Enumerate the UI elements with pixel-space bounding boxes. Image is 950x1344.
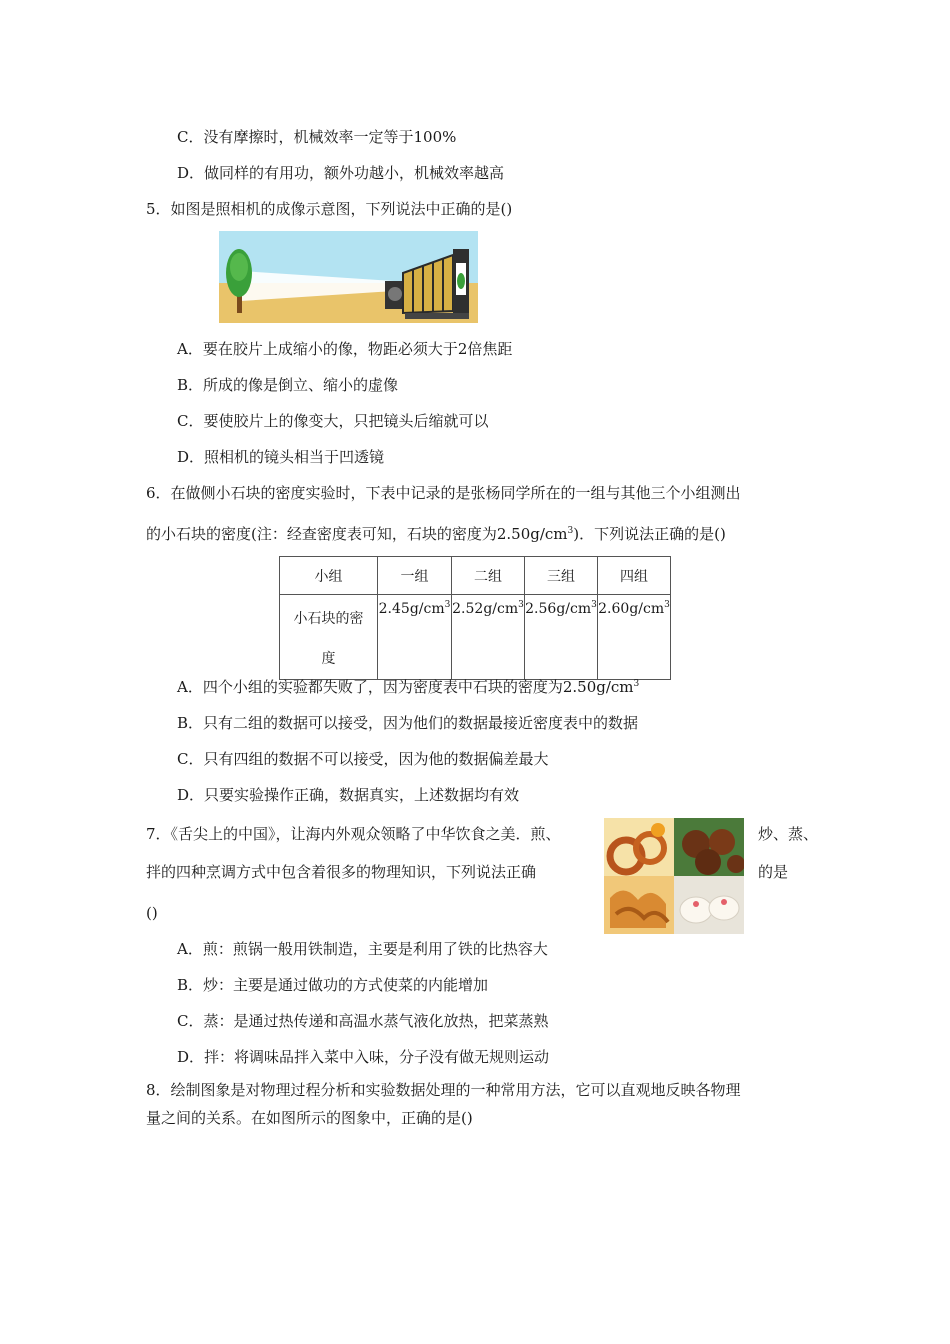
q4-option-c: C．没有摩擦时，机械效率一定等于100% bbox=[177, 128, 457, 146]
value-cell: $2.45g/cm^3$ bbox=[378, 595, 452, 680]
table-header-row bbox=[280, 557, 671, 595]
q7-stem-line1a: 7．《舌尖上的中国》，让海内外观众领略了中华饮食之美．煎、 bbox=[146, 825, 561, 843]
q7-stem-line3: () bbox=[146, 904, 158, 922]
q7-stem-line2a: 拌的四种烹调方式中包含着很多的物理知识，下列说法正确 bbox=[146, 863, 537, 881]
q5-option-d: D．照相机的镜头相当于凹透镜 bbox=[177, 448, 385, 466]
q6-stem-line1: 6．在做侧小石块的密度实验时，下表中记录的是张杨同学所在的一组与其他三个小组测出 bbox=[146, 484, 741, 502]
header-cell: 三组 bbox=[525, 557, 598, 595]
q7-option-a: A．煎：煎锅一般用铁制造，主要是利用了铁的比热容大 bbox=[177, 940, 548, 958]
density-table bbox=[279, 556, 671, 680]
header-cell: 小组 bbox=[280, 557, 378, 595]
q6-option-b: B．只有二组的数据可以接受，因为他们的数据最接近密度表中的数据 bbox=[177, 714, 639, 732]
q7-option-b: B．炒：主要是通过做功的方式使菜的内能增加 bbox=[177, 976, 489, 994]
q6-option-d: D．只要实验操作正确，数据真实，上述数据均有效 bbox=[177, 786, 520, 804]
q5-stem: 5．如图是照相机的成像示意图，下列说法中正确的是() bbox=[146, 200, 513, 218]
chinese-food-photo-collage bbox=[604, 818, 744, 934]
header-cell: 四组 bbox=[598, 557, 671, 595]
value-cell: $2.60g/cm^3$ bbox=[598, 595, 671, 680]
header-cell: 一组 bbox=[378, 557, 452, 595]
q7-stem-line1b: 炒、蒸、 bbox=[758, 825, 819, 843]
q7-stem-line2b: 的是 bbox=[758, 863, 789, 881]
table-row bbox=[280, 595, 671, 680]
q6-option-c: C．只有四组的数据不可以接受，因为他的数据偏差最大 bbox=[177, 750, 549, 768]
q8-stem-line2: 量之间的关系。在如图所示的图象中，正确的是() bbox=[146, 1109, 473, 1127]
q5-option-c: C．要使胶片上的像变大，只把镜头后缩就可以 bbox=[177, 412, 489, 430]
q4-option-d: D．做同样的有用功，额外功越小，机械效率越高 bbox=[177, 164, 505, 182]
q5-option-a: A．要在胶片上成缩小的像，物距必须大于2倍焦距 bbox=[177, 340, 513, 358]
q5-option-b: B．所成的像是倒立、缩小的虚像 bbox=[177, 376, 399, 394]
q6-option-a: A．四个小组的实验都失败了，因为密度表中石块的密度为$2.50g/cm^3$ bbox=[177, 678, 640, 696]
camera-imaging-diagram bbox=[219, 231, 478, 323]
row-label-cell: 小石块的密 度 bbox=[280, 595, 378, 680]
value-cell: $2.52g/cm^3$ bbox=[452, 595, 525, 680]
q7-option-d: D．拌：将调味品拌入菜中入味，分子没有做无规则运动 bbox=[177, 1048, 550, 1066]
q7-option-c: C．蒸：是通过热传递和高温水蒸气液化放热，把菜蒸熟 bbox=[177, 1012, 549, 1030]
q8-stem-line1: 8．绘制图象是对物理过程分析和实验数据处理的一种常用方法，它可以直观地反映各物理 bbox=[146, 1081, 741, 1099]
header-cell: 二组 bbox=[452, 557, 525, 595]
q6-stem-line2: 的小石块的密度(注：经查密度表可知，石块的密度为$2.50g/cm^3$)．下列说法正确的是() bbox=[146, 525, 726, 543]
value-cell: $2.56g/cm^3$ bbox=[525, 595, 598, 680]
